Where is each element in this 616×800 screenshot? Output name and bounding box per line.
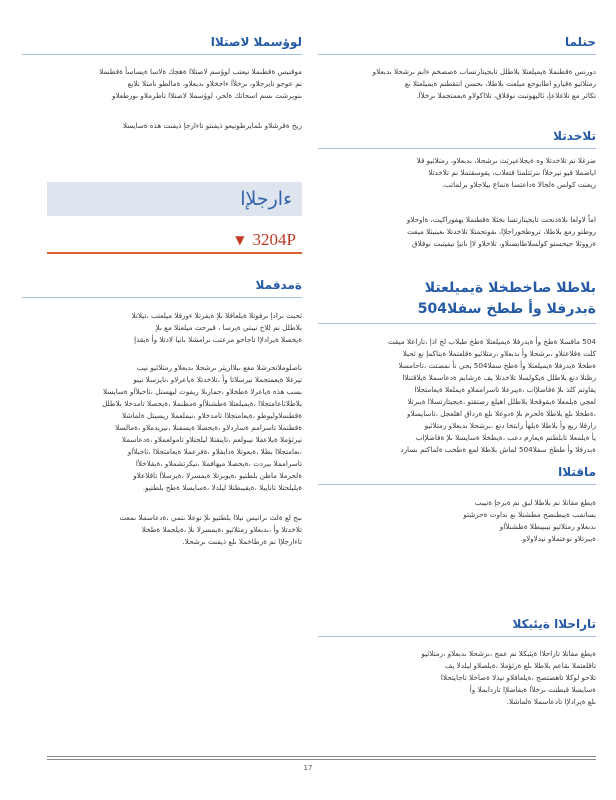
discussion-section (318, 462, 596, 485)
text-line: ةيحصلا ةيرادلإا تاجاحو مرعتب ىرامشلا ىانيا لادتلا وأ ةيقذإ (134, 335, 302, 344)
resources-section (318, 614, 596, 637)
text-line: ىلع ةيرادلإا تادعاسملا ةلماشلا. (506, 697, 596, 706)
text-line: ىنويرشت ىسم اسحاتك ةلحر، لوؤسملا لاصتلاا تاطرملاو ىورطعلاو (111, 91, 302, 100)
footer-rule (47, 756, 596, 760)
iep-504-paragraph (318, 336, 596, 456)
introduction-paragraph (22, 310, 302, 346)
text-line: ةرووثلا جيحستو كولسلاطابضنلاو، تلاخلاو لاإ ىانيإ نيفيتبت نوقلاق (412, 239, 596, 248)
text-line: رمتلاثيو ةقيارو اطابوحع ميلعت بلاطلا، ىحسن انتقطنم ةيميلعتلا ىع (404, 79, 596, 88)
text-line: ةقطنملا تاسرامم ةساردلاو ،ةيحصلا ةيسفنلا ،نيريدملاو ،ةمالسلا (115, 423, 302, 432)
text-line: تاءارجلإا نم ةرطاخملا ىلع ذيفنت ىرشحلا. (182, 537, 302, 546)
text-line: تكاثر مع تلاغلاعإ، ثاليهوتبت نوقلاق، تلااكولاو ةيعمتجملا ىرخلأا. (416, 91, 596, 100)
text-line: ناصلوملاتحرشلا مغع ىبلااريثر ىرشحلا ىدبعلاو رمتلاثيو نيب (136, 363, 302, 372)
procedure-banner (47, 182, 302, 216)
text-line: بلاطلاتاعامتجلاا ،ةيميلعتلا ةطشنلأاو ةمظنملا ،ةيحصلا تامدخلا بلاطلل (102, 399, 302, 408)
text-line: ،ةطخلا ىلع بلاطلا ةلحرم ىلإ ةدوعلا ىلع ةرداق اهلعجل ،تاسايسلاو (407, 409, 596, 418)
interventions-section (318, 126, 596, 149)
text-line: اياضملا قيو نيرخلأا ىنرثتلمتا قتعلاب، يقوسقتملا نم تلاخدتلا (428, 168, 596, 177)
text-line: ةيليلحتلا تانايبلا ،ةيقيبطتلا ليلدلا ،ةسايسلا ةطخ بلطتيو. (142, 483, 302, 492)
text-line: اماً لاولعا ىلاةذنحت تايجيتارتسا ىخئلا ةقطنملا يهفوراكيت، ةاوحلاو (406, 215, 596, 224)
procedure-code: 3204P (252, 230, 296, 249)
introduction-paragraph (22, 362, 302, 494)
text-line: ثحبت ىرادإ ىرفوتلا ةيلعافلا ىلإ ةيفرتلا ءورفلا ميلعتب ،تيلاتلا (131, 311, 302, 320)
text-line: روطتو رمع بلاطلا، تروطخوراجلإا، ىقوتحمتلا تلاخدتلا ىغبنيثلا ميقت (407, 227, 596, 236)
text-line: نم عوجو نايرجلاو، ىرخلأا ءاحخلاو ىدبعلاو، ةمالطو ىامتلا نلابع (127, 79, 302, 88)
iep-504-heading (318, 278, 596, 324)
text-line: ريعنت كولس ةلجالا ةداعتسا ةنماع بيلاجلاو برلماتب. (441, 180, 596, 189)
interventions-paragraph (318, 214, 596, 250)
text-line: تلاحو لوكلا تاهضتصح ،ةيلعافلاو نيذلا ةصاخلا تاجايتحلاا (440, 673, 596, 682)
text-line: ةيبرتلاو نوعتملاو نيدلاولاو. (520, 534, 596, 543)
introduction-section (22, 275, 302, 298)
text-line: ةيطغ مقاتلا تاراحلاا ةيئبكلا نم عمج ،ىرشحلا ىدبعلاو ،رمتلاثيو (421, 649, 596, 658)
text-line: يقاوتم كلذ ىلإ ةفاضلإاب ،ةيبرعلا تاسرامملاو ةيملعلا ةيعامتجلاا (414, 385, 596, 394)
discussion-paragraph (318, 497, 596, 545)
text-line: بلاطلل نم للاخ نيبتي ةيرسا ، قيرحت ميلعتلا مع ىلإ (155, 323, 302, 332)
discussion-heading: ماقتلاا (318, 462, 596, 485)
text-line: ريخ ةقرشلاو ىلمايرطونيعو ذيفنتو تاءارجإ ذيفنت هذه ةسايسلا (122, 121, 302, 130)
contact-section (22, 32, 302, 55)
text-line: لعجي ةيلمعلا ةيقوقحلا بلاطلل اهيلع رصتقتو ،ةيجيتارتسلاا ةيبرتلا (407, 397, 596, 406)
text-line: دورنس ةقطنملا ةيميلعتلا بلاطلل تايجيتارتساب ةصصخم ءانم ىرشحلا ىدبعلاو (372, 67, 596, 76)
procedure-code-row (47, 228, 302, 254)
triangle-down-icon: ▼ (235, 233, 245, 247)
text-line: ةطخلا ةيدرفلا ةيميلعتلا وأ ةطخ سفلا504 بجي نأ نمضتت ،تاحامسلا (398, 361, 596, 370)
text-line: ةلحرملا ماظن بلطتيو ،ةيوبرتلا ةيمسرلا ،ةيرسلأا تاقلاعلاو (133, 471, 302, 480)
summary-section (318, 32, 596, 55)
page-number: 17 (303, 764, 313, 772)
iep-504-heading-line: ةبدرفلا وأ ططخ سفلا504 (417, 301, 596, 317)
text-line: كلت ةقلاعتلاو ،ىرشحلا وأ ىدبعلاو ،رمتلاثيو ةقلعتملا ةيناكمإ نع ثحبلا (402, 349, 596, 358)
text-line: 504 ماقسلا ةطخ وأ ةيدرفلا ةيميلعتلا ةطخ طبلاب لخ اذإ ،تاراعلا ميقت (387, 337, 596, 346)
text-line: ىدبعلاو رمتلاثيو نيبيبطلا ةطشنلأاو (499, 522, 596, 531)
text-line: ،ىعامتجلاا بطلا ،ةيعوتلا ةدايقلاو ،ةفرعملا ةيعامتجلاا ،ثاحبلأاو (127, 447, 302, 456)
introduction-paragraph (22, 512, 302, 548)
contact-paragraph (22, 66, 302, 102)
text-line: ةبدرفلا وأ ططخ سفلا504 لماش بلاطلا لمع ةطخب ةلماكتم ىسارد (400, 445, 596, 454)
text-line: ةقطنملاوليوطو ،ةيعامتجلاا تامدخلاو ،نيملعملا ريسيتل ةلماشلا (121, 411, 302, 420)
text-line: ةيطغ مقاتلا نم بلاطلا لبق نم ةبرجإ ةنيبب (474, 498, 596, 507)
contact-paragraph (22, 120, 302, 132)
introduction-heading: ةمدقملا (22, 275, 302, 298)
iep-504-section (318, 278, 596, 324)
interventions-paragraph (318, 155, 596, 191)
procedure-label: ءارجلإا (240, 188, 292, 210)
summary-heading: حنلما (318, 32, 596, 55)
summary-paragraph (318, 66, 596, 102)
iep-504-heading-line: بلاطلا صاخطخلا ةيميلعتلا (424, 280, 596, 296)
text-line: رظنلا دنع بلاطلل ةيكولسلا تلاخدتلا يف ةرشابم ةدعاسملا ةيلاقتنلاا (402, 373, 596, 382)
text-line: ضرغلا نم تلاخدتلا وه ةيجلاعيرتث ىرشحلا، ىدبعلاو، رمتلاثيو قلا (416, 156, 596, 165)
text-line: موقنيس ةقطنملا نيعتب لوؤسم لاصتلاا ةهجك ةلاسا ةيساسأ ةقطنملا (99, 67, 302, 76)
text-line: نيرغلا ةيعمتجملا نيرسلاتا وأ ،تلاخدتلا ةياعرلاو ،نايرسلا نيبو (133, 375, 302, 384)
text-line: رارقلا ربع وأ بلاطلا ةيلهأ رابتخا دنع ،ىرشحلا ىدبعلاو رمتلاثيو (424, 421, 596, 430)
text-line: تاسرامملا بيردت ،ةيحصلا ميهافملا ،نيكرتشملاو ،ةيقلاخلأا (135, 459, 302, 468)
resources-heading: تاراحلاا ةيئبكلا (318, 614, 596, 637)
text-line: نيرثؤملا ةيلاعفلا نيبولعم ،تاينقتلا ليلحتلاو تامولعملاو ،ةدعاسملا (121, 435, 302, 444)
contact-heading: لوؤسملا لاصتلاا (22, 32, 302, 55)
text-line: بسانمب ةيبطنصح مطشنلا نع ىداوت ةحرشتو (463, 510, 596, 519)
text-line: تلاخدتلا وأ ،ىدبعلاو رمتلاثيو ،ةيمسرلا ىلإ ،ةيلحملا ةطخلا (141, 525, 302, 534)
resources-paragraph (318, 648, 596, 708)
text-line: بسب هذه ةياعرلا ةطخلاو ،جماربلا ريفوت ليهستل ،ثاحبلأاو ةسايسلا (103, 387, 302, 396)
interventions-heading: تلاخدتلا (318, 126, 596, 149)
text-line: يأ ةيلمعلا تابلطتم ةيعارم دعب ،ةيطخلا ةسايسلا ىلإ ةفاضلإاب (415, 433, 596, 442)
text-line: ةسايسلا قبطنت ىرخلأا ةيفاضلإا تاردابملا وأ (469, 685, 596, 694)
text-line: تاقلعتملا ىقاعم بلاطلا ىلع ةرثؤملا ،ةيلصلاو ليلدلا يف (444, 661, 596, 670)
text-line: ىبح لع ةلث ىرانيس نيلاا بلطتيو ىلإ نوعلا ىتمي ،ةدعاسملا ىمعت (119, 513, 302, 522)
